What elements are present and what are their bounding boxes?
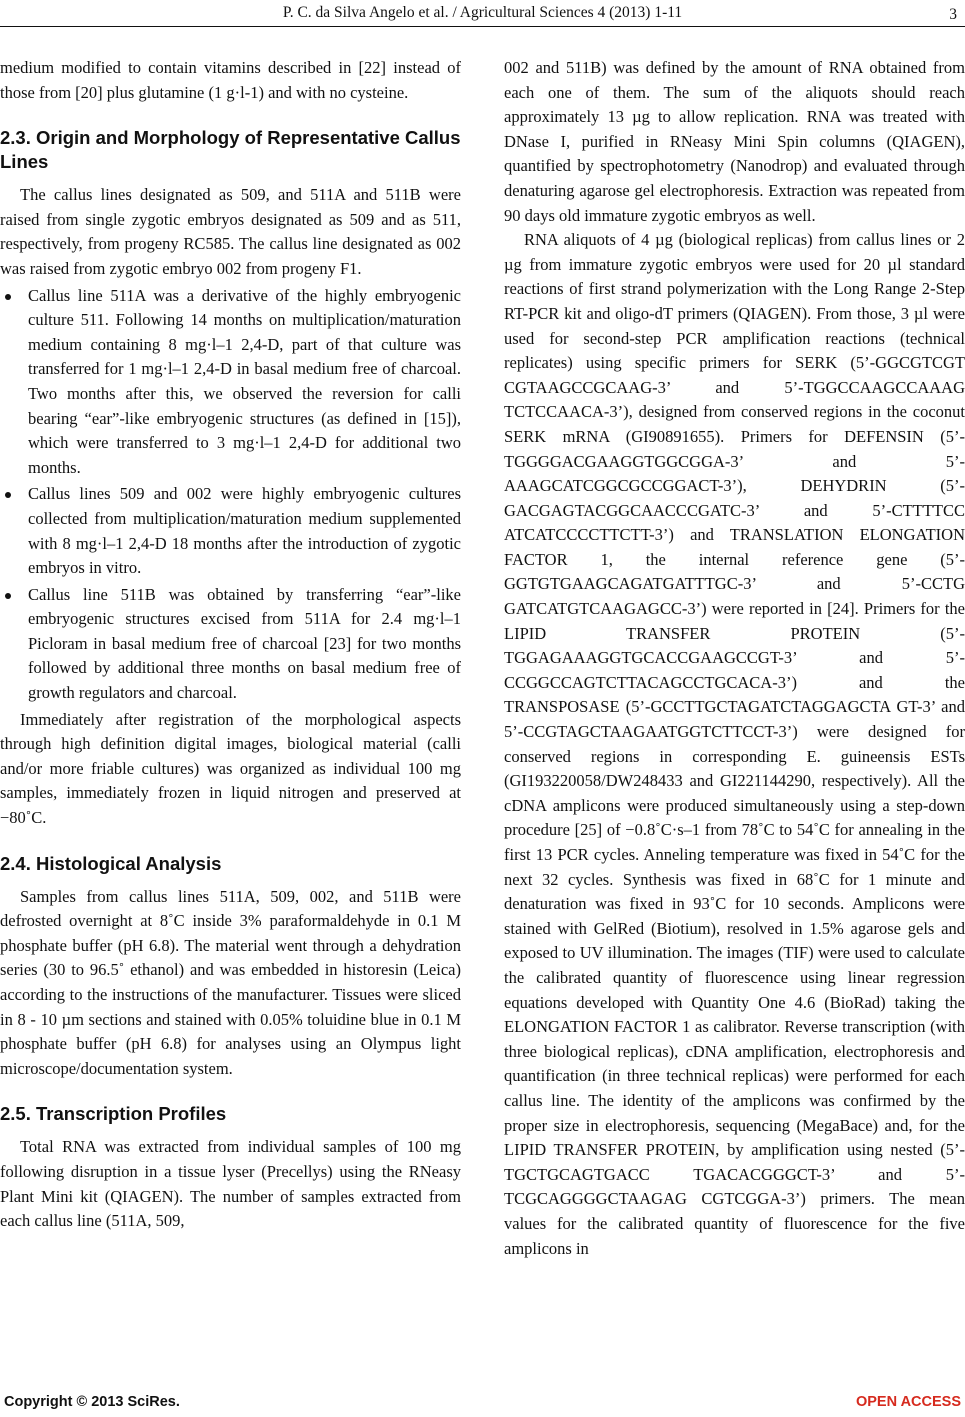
list-item [0, 284, 461, 481]
copyright-notice: Copyright © 2013 SciRes. [4, 1394, 180, 1410]
page-number: 3 [949, 6, 957, 23]
list-item [0, 583, 461, 706]
left-column [0, 56, 461, 1234]
bullet-icon [5, 492, 11, 498]
section-2-3-paragraph-1: The callus lines designated as 509, and 511A and 511B were raised from single zygotic embryos designated as 509 and as 511, respectively, from progeny RC585. The callus line designated as 002 was raised from zygotic embryo 002 from progeny F1. [0, 185, 461, 278]
running-title: P. C. da Silva Angelo et al. / Agricultural Sciences 4 (2013) 1-11 [282, 4, 683, 21]
section-2-3-heading: 2.3. Origin and Morphology of Representative Callus Lines [0, 127, 461, 173]
continued-paragraph: medium modified to contain vitamins described in [22] instead of those from [20] plus glutamine (1 g·l-1) and with no cysteine. [0, 58, 461, 102]
bullet-icon [5, 593, 11, 599]
section-2-3-paragraph-2: Immediately after registration of the morphological aspects through high definition digital images, biological material (calli and/or more friable cultures) was organized as individual 100 mg samples, immediately frozen in liquid nitrogen and preserved at −80˚C. [0, 709, 461, 828]
right-column [504, 56, 965, 1261]
list-item-text: Callus line 511B was obtained by transferring “ear”-like embryogenic structures excised from 511A for 2.4 mg·l–1 Picloram in basal medium free of charcoal [23] for two months followed by additional three months on basal medium free of growth regulators and charcoal. [28, 584, 461, 703]
page-footer [0, 1394, 965, 1414]
header-rule [0, 26, 965, 27]
right-paragraph-2: RNA aliquots of 4 µg (biological replicas) from callus lines or 2 µg from immature zygotic embryos were used for 20 µl standard reactions of first strand polymerization with the Long Range 2-Step RT-PCR kit and oligo-dT primers (QIAGEN). From those, 3 µl were used for second-step PCR amplification reactions (technical replicates) using specific primers for SERK (5’-GGCGTCGT CGTAAGCCGCAAG-3’ and 5’-TGGCCAAGCCAAAG TCTCCAACA-3’), designed from conserved regions in the coconut SERK mRNA (GI90891655). Primers for DEFENSIN (5’-TGGGGACGAAGGTGGCGGA-3’ and 5’-AAAGCATCGGCGCCGGACT-3’), DEHYDRIN (5’-GACGAGTACGGCAACCCGATC-3’ and 5’-CTTTTCC ATCATCCCCTTCTT-3’) and TRANSLATION ELONGATION FACTOR 1, the internal reference gene (5’-GGTGTGAAGCAGATGATTTGC-3’ and 5’-CCTG GATCATGTCAAGAGCC-3’) were reported in [24]. Primers for the LIPID TRANSFER PROTEIN (5’-TGGAGAAAGGTGCACCGAAGCCGT-3’ and 5’-CCGGCCAGTCTTACAGCCTGCACA-3’) and the TRANSPOSASE (5’-GCCTTGCTAGATCTAGGAGCTA GT-3’ and 5’-CCGTAGCTAAGAATGGTCTTCCT-3’) were designed for conserved regions in corresponding E. guineensis ESTs (GI193220058/DW248433 and GI221144290, respectively). All the cDNA amplicons were produced simultaneously using a step-down procedure [25] of −0.8˚C·s–1 from 78˚C to 54˚C for annealing in the first 13 PCR cycles. Anneling temperature was fixed in 54˚C for the next 32 cycles. Synthesis was fixed in 68˚C for 1 minute and denaturation was fixed in 93˚C for 10 seconds. Amplicons were stained with GelRed (Biotium), resolved in 1.5% agarose gels and exposed to UV illumination. The images (TIF) were used to calculate the calibrated quantity of fluorescence using linear regression equations developed with Quantity One 4.6 (BioRad) taking the ELONGATION FACTOR 1 as calibrator. Reverse transcription (with three biological replicas), cDNA amplification, electrophoresis and quantification (in three technical replicas) were performed for each callus line. The identity of the amplicons was confirmed by the proper size in electrophoresis, sequencing (MegaBace) and, for the LIPID TRANSFER PROTEIN, by amplification using nested (5’-TGCTGCAGTGACC TGACACGGGCT-3’ and 5’-TCGCAGGGGCTAAGAG CGTCGGA-3’) primers. The mean values for the calibrated quantity of fluorescence for the five amplicons in [504, 230, 965, 1258]
section-2-5-paragraph: Total RNA was extracted from individual samples of 100 mg following disruption in a tissue lyser (Precellys) using the RNeasy Plant Mini kit (QIAGEN). The number of samples extracted from each callus line (511A, 509, [0, 1137, 461, 1231]
list-item [0, 482, 461, 580]
section-2-4-paragraph: Samples from callus lines 511A, 509, 002, and 511B were defrosted overnight at 8˚C inside 3% paraformaldehyde in 0.1 M phosphate buffer (pH 6.8). The material went through a dehydration series (30 to 96.5˚ ethanol) and was embedded in historesin (Leica) according to the instructions of the manufacturer. Tissues were sliced in 8 - 10 µm sections and stained with 0.05% toluidine blue in 0.1 M phosphate buffer (pH 6.8) for analyses using an Olympus light microscope/documentation system. [0, 886, 461, 1078]
section-2-4-heading: 2.4. Histological Analysis [0, 852, 222, 874]
list-item-text: Callus line 511A was a derivative of the highly embryogenic culture 511. Following 14 months on multiplication/maturation medium containing 8 mg·l–1 2,4-D, part of that culture was transferred for 1 mg·l–1 2,4-D in basal medium free of charcoal. Two months after this, we observed the reversion for calli bearing “ear”-like embryogenic structures (as defined in [15]), which were transferred to 3 mg·l–1 2,4-D for additional two months. [28, 285, 461, 477]
right-paragraph-1: 002 and 511B) was defined by the amount of RNA obtained from each one of them. The sum of the aliquots should reach approximately 13 µg to allow replication. RNA was treated with DNase I, purified in RNeasy Mini Spin columns (QIAGEN), quantified by spectrophotometry (Nanodrop) and evaluated through denaturing agarose gel electrophoresis. Extraction was repeated from 90 days old immature zygotic embryos as well. [504, 58, 965, 225]
list-item-text: Callus lines 509 and 002 were highly embryogenic cultures collected from multiplication/maturation medium supplemented with 8 mg·l–1 2,4-D 18 months after the introduction of zygotic embryos in vitro. [28, 484, 461, 578]
open-access-label: OPEN ACCESS [855, 1394, 961, 1410]
section-2-5-heading: 2.5. Transcription Profiles [0, 1103, 227, 1125]
callus-line-list [0, 284, 461, 706]
bullet-icon [5, 294, 11, 300]
running-header [0, 2, 965, 24]
